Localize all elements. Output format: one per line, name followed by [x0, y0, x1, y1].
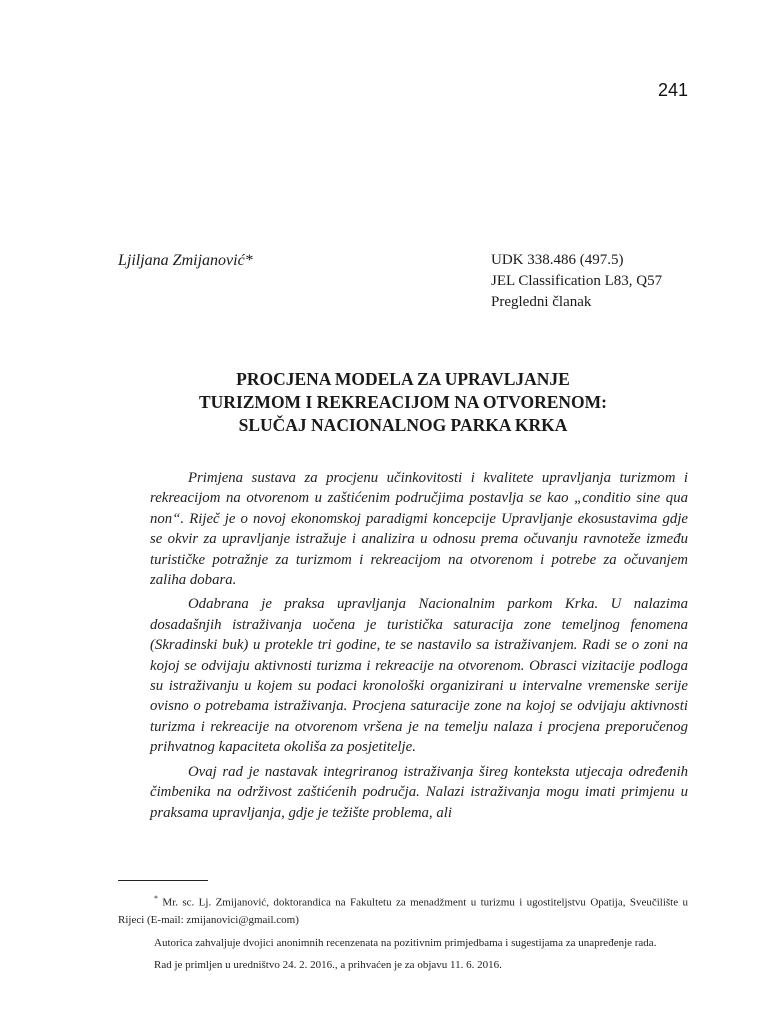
footnote-marker: *: [154, 894, 158, 903]
abstract-paragraph-3: Ovaj rad je nastavak integriranog istraživanja šireg konteksta utjecaja određenih čimbenika na održivost zaštićenih područja. Nalazi istraživanja mogu imati primjenu u praksama upravljanja, gdje je težište problema, ali: [150, 763, 688, 821]
title-line-3: SLUČAJ NACIONALNOG PARKA KRKA: [238, 415, 568, 435]
article-type: Pregledni članak: [491, 294, 592, 310]
abstract-paragraph-2: Odabrana je praksa upravljanja Nacionalnim parkom Krka. U nalazima dosadašnjih istraživanja uočena je turistička saturacija zone temeljnog fenomena (Skradinski buk) u protekle tri godine, te se nastavilo sa istraživanjem. Radi se o zoni na kojoj se odvijaju aktivnosti turizma i rekreacije na otvorenom. Obrasci vizitacije podloga su istraživanju u kojem su podaci kronološki organizirani u intervalne vremenske serije ovisno o potrebama istraživanja. Procjena saturacije zone na kojoj se odvijaju aktivnosti turizma i rekreacije na otvorenom vršena je na temelju nalaza i procjena preporučenog prihvatnog kapaciteta okoliša za posjetitelje.: [150, 596, 688, 756]
udk-code: UDK 338.486 (497.5): [491, 252, 624, 268]
page-number: 241: [657, 80, 688, 100]
title-line-1: PROCJENA MODELA ZA UPRAVLJANJE: [236, 369, 570, 389]
title-line-2: TURIZMOM I REKREACIJOM NA OTVORENOM:: [199, 392, 607, 412]
article-metadata: [491, 250, 662, 313]
footnotes: [118, 890, 688, 980]
article-title: [118, 368, 688, 437]
footnote-3: Rad je primljen u uredništvo 24. 2. 2016., a prihvaćen je za objavu 11. 6. 2016.: [154, 959, 502, 972]
abstract: [150, 468, 688, 827]
footnote-divider: [118, 880, 208, 881]
footnote-2: Autorica zahvaljuje dvojici anonimnih recenzenata na pozitivnim primjedbama i sugestijama za unapređenje rada.: [154, 936, 657, 949]
jel-classification: JEL Classification L83, Q57: [491, 273, 663, 289]
footnote-1-text: Mr. sc. Lj. Zmijanović, doktorandica na Fakultetu za menadžment u turizmu i ugostiteljstvu Opatija, Sveučilište u Rijeci (E-mail: zmijanovici@gmail.com): [118, 896, 688, 927]
footnote-1: [118, 890, 688, 930]
author-name: Ljiljana Zmijanović*: [118, 252, 253, 269]
abstract-paragraph-1: Primjena sustava za procjenu učinkovitosti i kvalitete upravljanja turizmom i rekreacijom na otvorenom u zaštićenim područjima postavlja se kao „conditio sine qua non“. Riječ je o novoj ekonomskoj paradigmi koncepcije Upravljanje ekosustavima gdje se okvir za upravljanje istražuje i analizira u odnosu prema očuvanju ravnoteže između turističke potražnje za turizmom i rekreacijom na otvorenom i potrebe za očuvanjem zaliha dobara.: [150, 470, 688, 589]
